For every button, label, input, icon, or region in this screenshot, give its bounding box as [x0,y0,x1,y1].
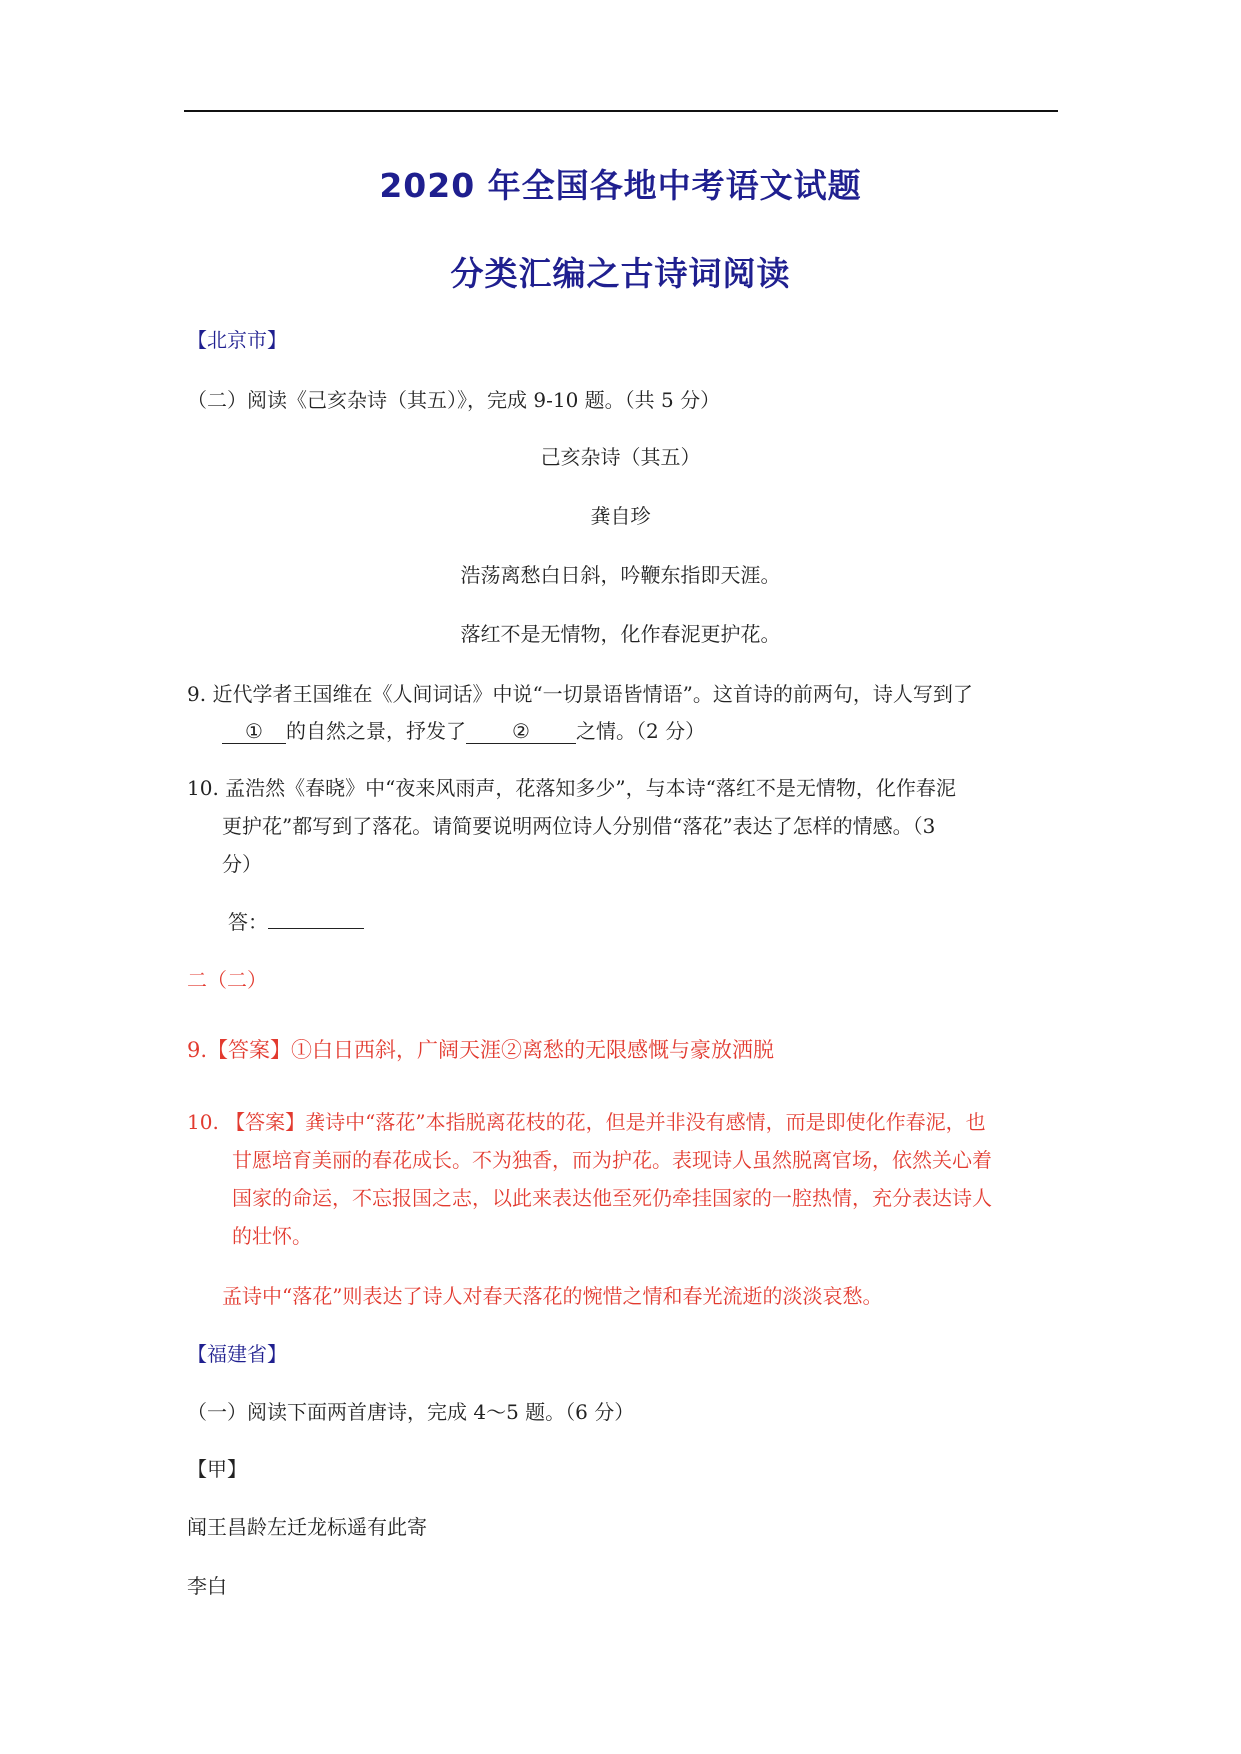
document-title: 2020 年全国各地中考语文试题 [379,166,862,205]
question-9-continuation [222,717,705,745]
poem-line: 浩荡离愁白日斜，吟鞭东指即天涯。 [460,563,781,587]
answer-blank-1: ① [222,719,286,744]
question-text: 之情。（2 分） [576,719,706,743]
answer-10-continuation: 的壮怀。 [232,1224,312,1248]
answer-10: 10. 【答案】龚诗中“落花”本指脱离花枝的花，但是并非没有感情，而是即使化作春泥，也 [187,1110,986,1134]
poem-title: 己亥杂诗（其五） [540,445,701,469]
answer-blank [268,928,364,929]
answer-10-continuation: 甘愿培育美丽的春花成长。不为独香，而为护花。表现诗人虽然脱离官场，依然关心着 [232,1148,992,1172]
answer-9: 9.【答案】①白日西斜，广阔天涯②离愁的无限感慨与豪放洒脱 [187,1038,775,1062]
question-10: 10. 孟浩然《春晓》中“夜来风雨声，花落知多少”，与本诗“落红不是无情物，化作春泥 [187,776,956,800]
question-10-continuation: 更护花”都写到了落花。请简要说明两位诗人分别借“落花”表达了怎样的情感。（3 [222,814,936,838]
region-heading-beijing: 【北京市】 [187,328,287,352]
question-9: 9. 近代学者王国维在《人间词话》中说“一切景语皆情语”。这首诗的前两句，诗人写到了 [187,682,973,706]
answer-blank-2: ② [466,719,576,744]
answer-10-meng: 孟诗中“落花”则表达了诗人对春天落花的惋惜之情和春光流逝的淡淡哀愁。 [222,1284,883,1308]
poem-title: 闻王昌龄左迁龙标遥有此寄 [187,1515,427,1539]
question-10-continuation: 分） [222,852,262,876]
poem-author: 龚自珍 [590,504,651,528]
part-label: 【甲】 [187,1457,247,1481]
answer-10-continuation: 国家的命运，不忘报国之志，以此来表达他至死仍牵挂国家的一腔热情，充分表达诗人 [232,1186,992,1210]
answer-section-label: 二（二） [187,968,267,992]
document-subtitle: 分类汇编之古诗词阅读 [450,254,791,293]
header-rule [184,110,1058,112]
answer-label: 答： [228,910,268,934]
section-intro: （一）阅读下面两首唐诗，完成 4～5 题。（6 分） [187,1400,635,1424]
poem-author: 李白 [187,1574,227,1598]
region-heading-fujian: 【福建省】 [187,1342,287,1366]
section-intro: （二）阅读《己亥杂诗（其五）》，完成 9-10 题。（共 5 分） [187,388,721,412]
question-text: 的自然之景，抒发了 [286,719,466,743]
answer-line [228,908,364,936]
poem-line: 落红不是无情物，化作春泥更护花。 [460,622,781,646]
